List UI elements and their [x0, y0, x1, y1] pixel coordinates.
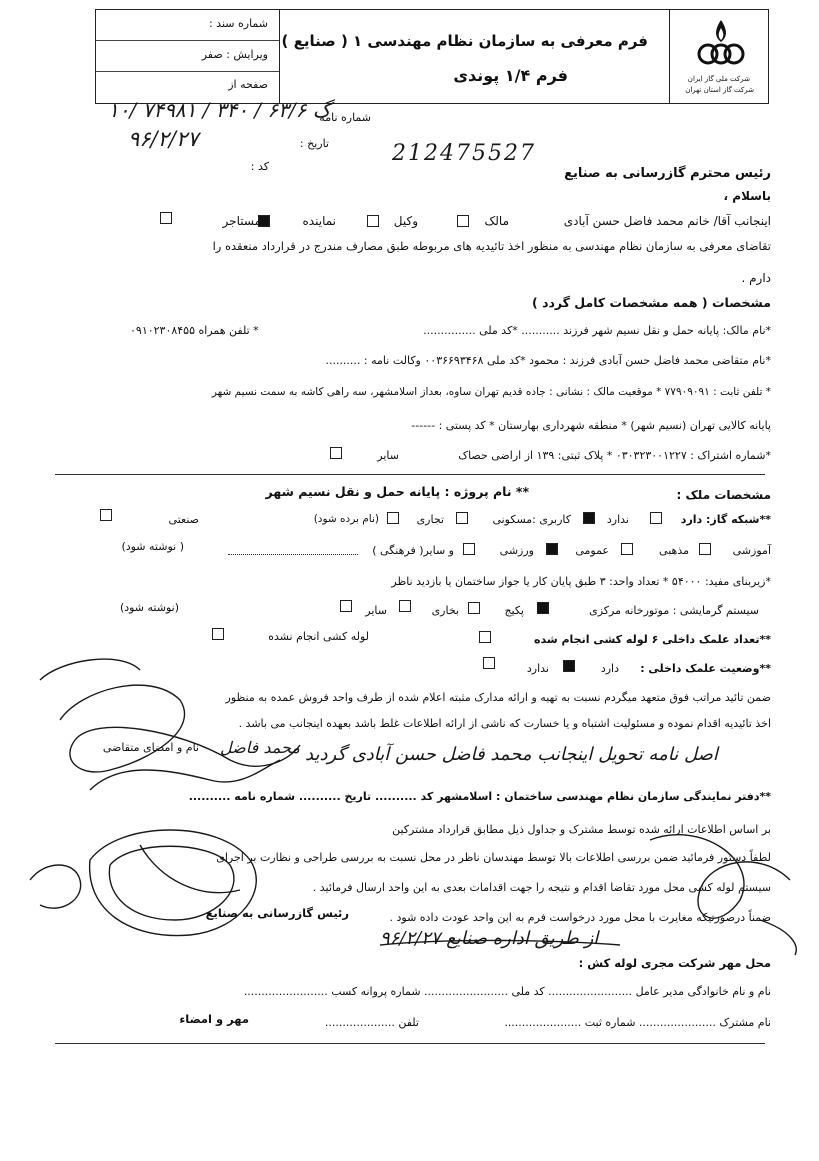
office-basis: بر اساس اطلاعات ارائه شده توسط مشترک و جداول ذیل مطابق قرارداد مشترکین: [392, 823, 771, 836]
name-mention: (نام برده شود): [313, 513, 379, 525]
greeting: باسلام ،: [723, 189, 771, 203]
property-heading: مشخصات ملک :: [676, 488, 771, 502]
contractor-line-1: نام و نام خانوادگی مدیر عامل ........................ کد ملی ........................ شماره پروانه کسب ........................: [243, 985, 771, 998]
area-line: *زیربنای مفید: ۵۴۰۰۰ * تعداد واحد: ۳ طبق پایان کار یا جواز ساختمان یا بازدید ناظر: [391, 575, 771, 588]
write-note-2: (نوشته شود): [119, 601, 179, 614]
form-title: فرم معرفی به سازمان نظام مهندسی ۱ ( صنایع ): [281, 32, 648, 50]
write-note-1: ( نوشته شود): [121, 540, 184, 553]
handwritten-note: اصل نامه تحویل اینجانب محمد فاضل حسن آبادی گردید: [305, 744, 718, 765]
edition-label: ویرایش : صفر: [201, 48, 268, 61]
package-label: پکیج: [504, 604, 524, 617]
sport-label: ورزشی: [499, 544, 534, 557]
role-owner-label: مالک: [484, 214, 509, 228]
gas-none-label: ندارد: [606, 513, 629, 526]
date-label: تاریخ :: [299, 137, 329, 150]
contractor-heading: محل مهر شرکت مجری لوله کش :: [578, 956, 771, 970]
religious-label: مذهبی: [659, 544, 689, 557]
other-heating-label: سایر: [365, 604, 387, 617]
terminal-line: پایانه کالایی تهران (نسیم شهر) * منطقه شهرداری بهارستان * کد پستی : ------: [411, 419, 771, 432]
usage-label: کاربری :مسکونی: [492, 513, 571, 526]
code-value: 212475527: [392, 141, 536, 166]
office-instruction-3: ضمناً درصورتیکه مغایرت با محل مورد درخواست فرم به این واحد عودت داده شود .: [389, 911, 771, 924]
specs-heading: مشخصات ( همه مشخصات کامل گردد ): [532, 295, 771, 310]
phone-location-line: * تلفن ثابت : ۷۷۹۰۹۰۹۱ * موقعیت مالک : نشانی : جاده قدیم تهران ساوه، بعداز اسلامشهر، سه راهی کاشه به سمت نسیم شهر: [211, 386, 771, 398]
letter-number-value: ۱۰/ ۷۴۹۸۱ / ۳۴۰ / ۶۳/۶ گ: [108, 98, 331, 122]
company-name-1: شرکت ملی گاز ایران: [687, 75, 750, 83]
other-cultural-label: و سایر( فرهنگی ): [372, 544, 454, 557]
internal-line: **تعداد علمک داخلی ۶ لوله کشی انجام شده: [534, 633, 771, 646]
role-tenant-label: مستاجر: [222, 214, 261, 228]
role-representative-label: نماینده: [302, 214, 336, 228]
office-instruction-1: لطفاً دستور فرمائید ضمن بررسی اطلاعات بالا توسط مهندسان ناظر در محل نسبت به بررسی طراحی و نظارت بر اجرای: [216, 851, 771, 864]
contractor-line-2: نام مشترک ...................... شماره ثبت ......................: [504, 1016, 771, 1029]
heating-label: سیستم گرمایشی : موتورخانه مرکزی: [589, 604, 759, 617]
owner-phone: * تلفن همراه ۰۹۱۰۲۳۰۸۴۵۵: [130, 324, 259, 337]
handwritten-footer: از طریق اداره صنایع ۹۶/۲/۲۷: [380, 928, 599, 949]
applicant-line: اینجانب آقا/ خانم محمد فاضل حسن آبادی: [563, 214, 771, 228]
internal-has-not-label: ندارد: [526, 662, 549, 675]
contractor-phone: تلفن ....................: [324, 1016, 419, 1029]
request-text: تقاضای معرفی به سازمان نظام مهندسی به منظور اخذ تائیدیه های مربوطه طبق مصارف مندرج در قرارداد منعقده را: [212, 239, 771, 253]
commitment-line-2: اخذ تائیدیه اقدام نموده و مسئولیت اشتباه و یا خسارت که ناشی از ارائه اطلاعات غلط باشد بعهده اینجانب می باشد .: [238, 717, 771, 730]
owner-name-line: *نام مالک: پایانه حمل و نقل نسیم شهر فرزند ........... *کد ملی ...............: [423, 324, 771, 337]
addressee: رئیس محترم گازرسانی به صنایع: [564, 166, 771, 181]
project-name: ** نام پروژه : پایانه حمل و نقل نسیم شهر: [265, 484, 529, 499]
page-label: صفحه از: [228, 78, 268, 91]
gas-network-label: **شبکه گاز: دارد: [680, 513, 771, 526]
industrial-label: صنعتی: [168, 513, 199, 526]
internal-has-label: دارد: [600, 662, 619, 675]
commitment-line-1: ضمن تائید مراتب فوق متعهد میگردم نسبت به تهیه و ارائه مدارک مثبته اعلام شده از طرف واحد فروش عمده به منظور: [225, 691, 771, 704]
company-name-2: شرکت گاز استان تهران: [685, 86, 754, 94]
role-attorney-label: وکیل: [393, 214, 418, 228]
commercial-label: تجاری: [416, 513, 444, 526]
subscription-line: *شماره اشتراک : ۰۳۰۳۲۳۰۰۱۲۲۷ * پلاک ثبتی: ۱۳۹ از اراضی حصاک: [458, 449, 771, 462]
handwritten-name: محمد فاضل: [220, 738, 300, 757]
request-end: دارم .: [741, 271, 771, 285]
doc-number-label: شماره سند :: [208, 17, 268, 30]
contractor-stamp: مهر و امضاء: [179, 1012, 249, 1026]
other-label: سایر: [377, 449, 399, 462]
code-label: کد :: [250, 160, 269, 173]
office-instruction-2: سیستم لوله کشی محل مورد تقاضا اقدام و نتیجه را جهت اقدامات بعدی به این واحد ارسال فرمائید .: [312, 881, 771, 894]
date-value: ۹۶/۲/۲۷: [128, 127, 199, 151]
piping-not-done-label: لوله کشی انجام نشده: [268, 630, 369, 643]
office-line: **دفتر نمایندگی سازمان نظام مهندسی ساختمان : اسلامشهر کد .......... تاریخ .......... شماره نامه ..........: [188, 790, 771, 803]
applicant-signature-label: نام و امضای متقاضی: [102, 741, 199, 754]
office-signature: رئیس گازرسانی به صنایع: [205, 906, 349, 920]
internal-status-label: **وضعیت علمک داخلی :: [640, 662, 771, 675]
heater-label: بخاری: [431, 604, 459, 617]
public-label: عمومی: [575, 544, 609, 557]
educational-label: آموزشی: [732, 544, 771, 557]
letter-number-label: شماره نامه: [319, 111, 371, 124]
applicant-name-line: *نام متقاضی محمد فاضل حسن آبادی فرزند : محمود *کد ملی ۰۰۳۶۶۹۳۴۶۸ وکالت نامه : ..........: [325, 354, 771, 367]
form-subtitle: فرم ۱/۴ پوندی: [453, 66, 568, 85]
